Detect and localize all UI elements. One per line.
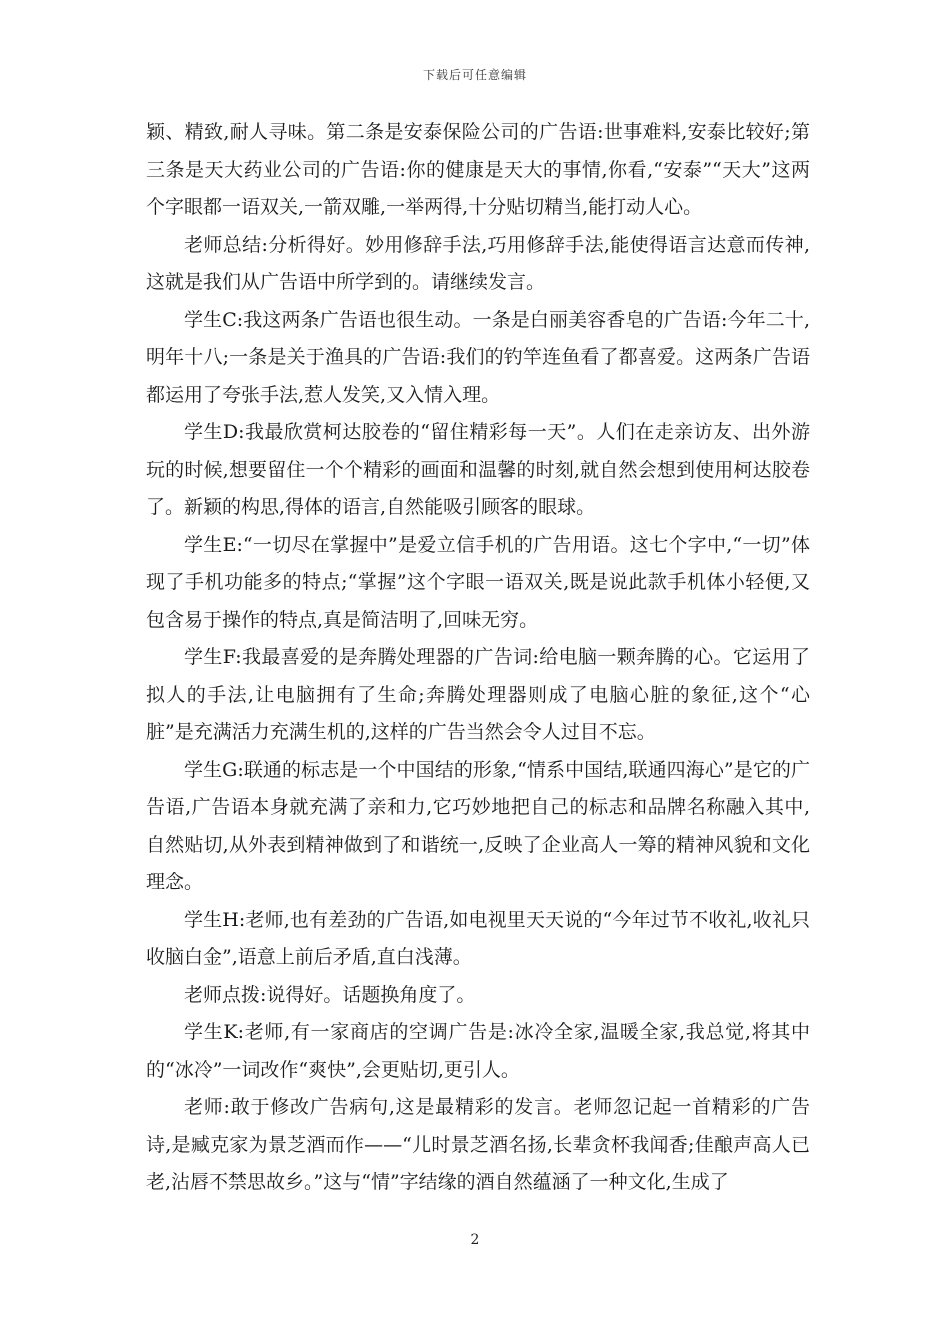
paragraph: 学生D:我最欣赏柯达胶卷的“留住精彩每一天”。人们在走亲访友、出外游玩的时候,想要留住一个个精彩的画面和温馨的时刻,就自然会想到使用柯达胶卷了。新颖的构思,得体的语言,自然能吸引顾客的眼球。 <box>146 421 810 518</box>
paragraph: 老师点拨:说得好。话题换角度了。 <box>184 983 476 1006</box>
paragraph: 学生G:联通的标志是一个中国结的形象,“情系中国结,联通四海心”是它的广告语,广告语本身就充满了亲和力,它巧妙地把自己的标志和品牌名称融入其中,自然贴切,从外表到精神做到了和谐统一,反映了企业高人一筹的精神风貌和文化理念。 <box>146 758 810 893</box>
paragraph: 老师:敢于修改广告病句,这是最精彩的发言。老师忽记起一首精彩的广告诗,是臧克家为景芝酒而作——“儿时景芝酒名扬,长辈贪杯我闻香;佳酿声高人已老,沾唇不禁思故乡。”这与“情”字结缘的酒自然蕴涵了一种文化,生成了 <box>146 1096 810 1193</box>
document-body <box>146 114 810 1202</box>
paragraph: 学生F:我最喜爱的是奔腾处理器的广告词:给电脑一颗奔腾的心。它运用了拟人的手法,让电脑拥有了生命;奔腾处理器则成了电脑心脏的象征,这个“心脏”是充满活力充满生机的,这样的广告当然会令人过目不忘。 <box>146 646 810 743</box>
paragraph: 学生E:“一切尽在掌握中”是爱立信手机的广告用语。这七个字中,“一切”体现了手机功能多的特点;“掌握”这个字眼一语双关,既是说此款手机体小轻便,又包含易于操作的特点,真是简洁明了,回味无穷。 <box>146 533 810 631</box>
page-number: 2 <box>470 1232 480 1248</box>
paragraph: 学生C:我这两条广告语也很生动。一条是白丽美容香皂的广告语:今年二十,明年十八;一条是关于渔具的广告语:我们的钓竿连鱼看了都喜爱。这两条广告语都运用了夸张手法,惹人发笑,又入情入理。 <box>146 308 810 406</box>
header-note: 下载后可任意编辑 <box>422 68 527 82</box>
paragraph: 学生K:老师,有一家商店的空调广告是:冰冷全家,温暖全家,我总觉,将其中的“冰冷”一词改作“爽快”,会更贴切,更引人。 <box>146 1021 810 1081</box>
paragraph-continuation: 颖、精致,耐人寻味。第二条是安泰保险公司的广告语:世事难料,安泰比较好;第三条是天大药业公司的广告语:你的健康是天大的事情,你看,“安泰”“天大”这两个字眼都一语双关,一箭双雕,一举两得,十分贴切精当,能打动人心。 <box>146 121 810 218</box>
paragraph: 老师总结:分析得好。妙用修辞手法,巧用修辞手法,能使得语言达意而传神,这就是我们从广告语中所学到的。请继续发言。 <box>146 233 810 293</box>
paragraph: 学生H:老师,也有差劲的广告语,如电视里天天说的“今年过节不收礼,收礼只收脑白金”,语意上前后矛盾,直白浅薄。 <box>146 908 810 968</box>
